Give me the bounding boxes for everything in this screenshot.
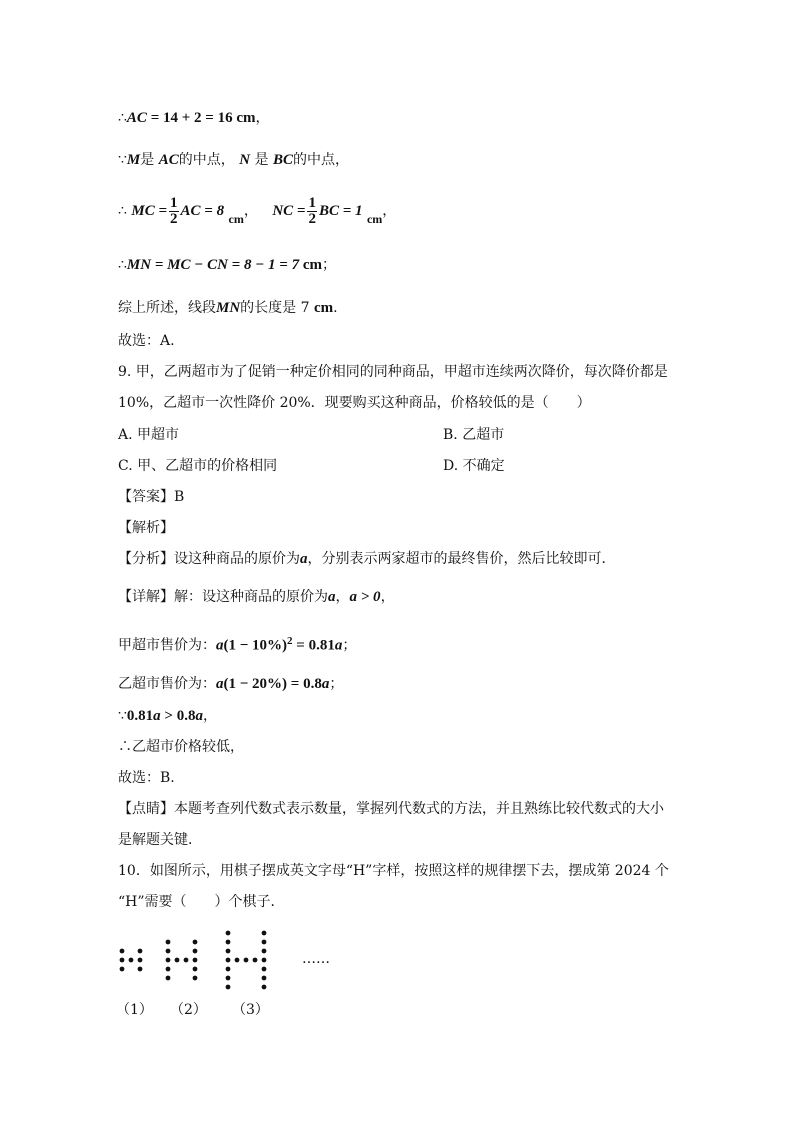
option-a: A. 甲超市 bbox=[118, 427, 180, 443]
question-10-stem-2: “H”需要（ ）个棋子． bbox=[118, 894, 285, 910]
chess-piece-dot bbox=[166, 940, 171, 945]
chess-piece-dot bbox=[262, 976, 267, 981]
option-d: D. 不确定 bbox=[443, 458, 505, 474]
chess-piece-dot bbox=[129, 958, 134, 963]
chess-piece-dot bbox=[226, 976, 231, 981]
chess-piece-dot bbox=[184, 958, 189, 963]
chess-piece-dot bbox=[262, 931, 267, 936]
chess-piece-dot bbox=[120, 958, 125, 963]
figure-label-2: （2） bbox=[170, 1002, 207, 1018]
comment-line-2: 是解题关键． bbox=[118, 832, 202, 848]
solution-line-midpoints: ∵M是 AC的中点， N 是 BC的中点， bbox=[118, 152, 349, 168]
solution-choice: 故选：B. bbox=[118, 770, 175, 786]
chess-piece-dot bbox=[193, 967, 198, 972]
figure-label-1: （1） bbox=[116, 1002, 153, 1018]
chess-piece-dot bbox=[262, 940, 267, 945]
chess-piece-dot bbox=[226, 940, 231, 945]
option-c: C. 甲、乙超市的价格相同 bbox=[118, 458, 278, 474]
chess-piece-dot bbox=[138, 949, 143, 954]
solution-summary: 综上所述，线段MN的长度是 7 cm. bbox=[118, 300, 338, 316]
option-b: B. 乙超市 bbox=[443, 427, 505, 443]
answer: 【答案】B bbox=[118, 489, 185, 505]
chess-piece-dot bbox=[226, 958, 231, 963]
solution-line-fractions: ∴ MC = $\frac{1}{2}$ AC = 8 cm， NC = $\frac{1}{2}$ BC = 1 cm， bbox=[118, 194, 397, 227]
analysis-text: 【分析】设这种商品的原价为a，分别表示两家超市的最终售价，然后比较即可． bbox=[118, 551, 616, 567]
chess-piece-dot bbox=[226, 949, 231, 954]
solution-choice: 故选：A. bbox=[118, 333, 175, 349]
chess-piece-dot bbox=[166, 949, 171, 954]
chess-piece-dot bbox=[262, 967, 267, 972]
h-pattern-dots bbox=[120, 931, 267, 990]
h-pattern-figure bbox=[112, 918, 352, 1024]
therefore-line: ∴乙超市价格较低， bbox=[118, 739, 244, 755]
figure-label-3: （3） bbox=[232, 1002, 269, 1018]
price-jia: 甲超市售价为：$a(1 - 10\%)^2 = 0.81a$； bbox=[118, 635, 357, 654]
chess-piece-dot bbox=[138, 967, 143, 972]
fraction-half: $\frac{1}{2}$ bbox=[170, 194, 178, 227]
comment-line-1: 【点睛】本题考查列代数式表示数量，掌握列代数式的方法，并且熟练比较代数式的大小 bbox=[118, 801, 664, 817]
price-yi: 乙超市售价为：a(1 − 20%) = 0.8a； bbox=[118, 676, 344, 692]
chess-piece-dot bbox=[193, 958, 198, 963]
detail-text: 【详解】解：设这种商品的原价为a，a > 0， bbox=[118, 589, 395, 605]
ellipsis: …… bbox=[302, 951, 330, 967]
chess-piece-dot bbox=[253, 958, 258, 963]
question-9-stem-1: 9. 甲，乙两超市为了促销一种定价相同的同种商品，甲超市连续两次降价，每次降价都是 bbox=[118, 364, 668, 380]
chess-piece-dot bbox=[193, 949, 198, 954]
chess-piece-dot bbox=[226, 931, 231, 936]
analysis-heading: 【解析】 bbox=[118, 520, 174, 536]
chess-piece-dot bbox=[166, 958, 171, 963]
chess-piece-dot bbox=[120, 949, 125, 954]
because-line: ∵0.81a > 0.8a， bbox=[118, 708, 217, 724]
chess-piece-dot bbox=[166, 967, 171, 972]
chess-piece-dot bbox=[262, 985, 267, 990]
chess-piece-dot bbox=[138, 958, 143, 963]
chess-piece-dot bbox=[175, 958, 180, 963]
solution-line-mn: ∴MN = MC − CN = 8 − 1 = 7 cm； bbox=[118, 257, 336, 273]
fraction-half: $\frac{1}{2}$ bbox=[308, 194, 316, 227]
solution-line-ac: ∴AC = 14 + 2 = 16 cm， bbox=[118, 110, 270, 126]
chess-piece-dot bbox=[262, 958, 267, 963]
chess-piece-dot bbox=[244, 958, 249, 963]
chess-piece-dot bbox=[226, 985, 231, 990]
chess-piece-dot bbox=[235, 958, 240, 963]
question-10-stem-1: 10．如图所示，用棋子摆成英文字母“H”字样，按照这样的规律摆下去，摆成第 2024 个 bbox=[118, 863, 669, 879]
chess-piece-dot bbox=[193, 976, 198, 981]
chess-piece-dot bbox=[166, 976, 171, 981]
chess-piece-dot bbox=[262, 949, 267, 954]
chess-piece-dot bbox=[120, 967, 125, 972]
chess-piece-dot bbox=[226, 967, 231, 972]
chess-piece-dot bbox=[193, 940, 198, 945]
question-9-stem-2: 10%，乙超市一次性降价 20%．现要购买这种商品，价格较低的是（ ） bbox=[118, 395, 591, 411]
